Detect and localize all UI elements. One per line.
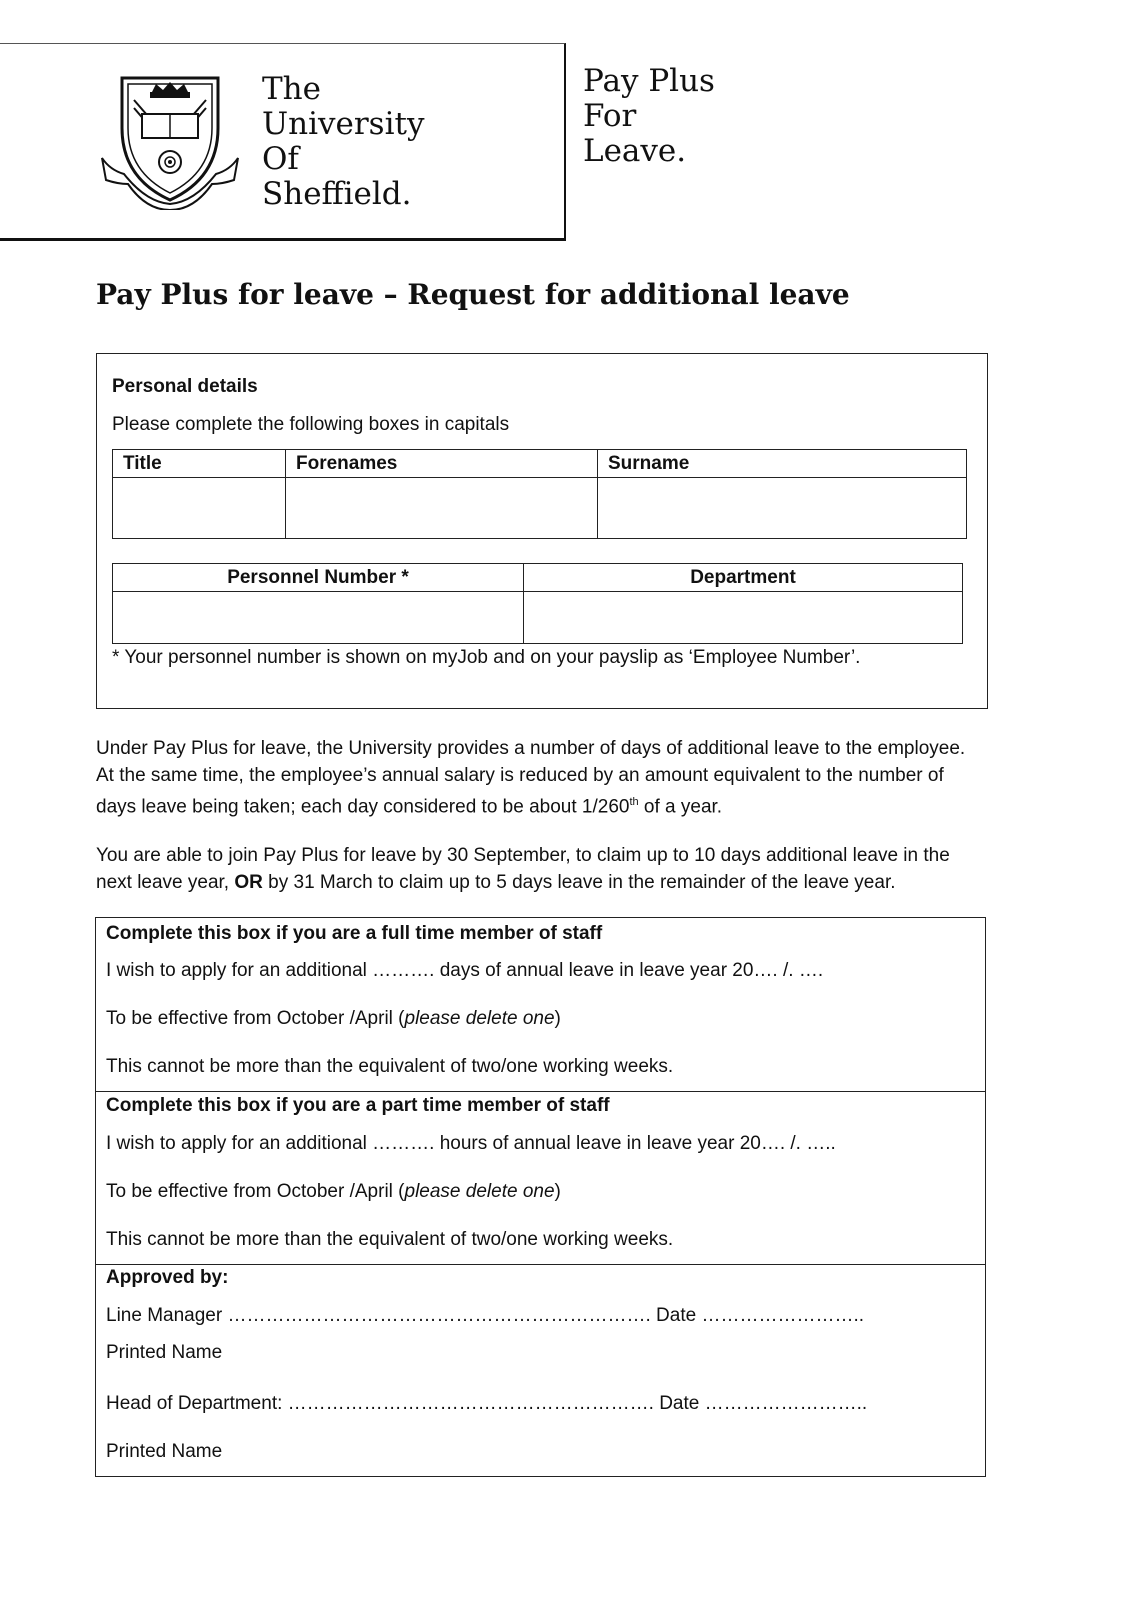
part-time-apply-line[interactable]: I wish to apply for an additional ………. hours of annual leave in leave year 20…. /. …..	[106, 1133, 836, 1154]
personnel-number-field[interactable]	[113, 592, 524, 644]
join-line: next leave year, OR by 31 March to claim up to 5 days leave in the remainder of the leave year.	[96, 872, 896, 893]
personal-details-section	[96, 353, 988, 709]
part-time-heading: Complete this box if you are a part time member of staff	[106, 1095, 610, 1116]
title-header: Title	[113, 450, 286, 478]
head-of-department-printed-name[interactable]: Printed Name	[106, 1441, 223, 1462]
university-name-line: The	[262, 71, 321, 107]
intro-paragraph	[96, 735, 965, 820]
surname-field[interactable]	[598, 478, 967, 539]
form-title: Pay Plus for leave – Request for additional leave	[96, 278, 850, 311]
full-time-apply-line[interactable]: I wish to apply for an additional ………. days of annual leave in leave year 20…. /. ….	[106, 960, 824, 981]
university-name	[262, 72, 424, 212]
name-table	[112, 449, 967, 539]
line-manager-printed-name[interactable]: Printed Name	[106, 1342, 223, 1363]
department-header: Department	[524, 564, 963, 592]
part-time-section	[96, 1092, 985, 1265]
university-name-line: Of	[262, 141, 299, 177]
intro-line: days leave being taken; each day considered to be about 1/260th of a year.	[96, 796, 723, 818]
full-time-section	[96, 918, 985, 1092]
full-time-limit-note: This cannot be more than the equivalent of two/one working weeks.	[106, 1056, 674, 1077]
intro-line: Under Pay Plus for leave, the University provides a number of days of additional leave to the employee.	[96, 738, 966, 759]
personnel-number-header: Personnel Number *	[113, 564, 524, 592]
program-title-line: Pay Plus	[583, 63, 715, 99]
university-name-line: University	[262, 106, 425, 142]
approval-section	[96, 1265, 985, 1476]
approval-heading: Approved by:	[106, 1267, 229, 1288]
title-field[interactable]	[113, 478, 286, 539]
full-time-effective-line[interactable]: To be effective from October /April (please delete one)	[106, 1008, 561, 1029]
part-time-effective-line[interactable]: To be effective from October /April (please delete one)	[106, 1181, 561, 1202]
employment-table	[112, 563, 963, 644]
line-manager-signature-line[interactable]: Line Manager …………………………………………………………. Date ……………………..	[106, 1305, 864, 1326]
program-title-line: For	[583, 98, 637, 134]
university-name-line: Sheffield.	[262, 176, 412, 212]
program-title-line: Leave.	[583, 133, 687, 169]
program-title	[583, 64, 715, 169]
surname-header: Surname	[598, 450, 967, 478]
head-of-department-signature-line[interactable]: Head of Department: …………………………………………………. Date ……………………..	[106, 1393, 868, 1414]
intro-line: At the same time, the employee’s annual salary is reduced by an amount equivalent to the number of	[96, 765, 944, 786]
join-line: You are able to join Pay Plus for leave by 30 September, to claim up to 10 days additional leave in the	[96, 845, 950, 866]
personnel-number-note: * Your personnel number is shown on myJob and on your payslip as ‘Employee Number’.	[112, 647, 861, 668]
full-time-heading: Complete this box if you are a full time member of staff	[106, 923, 603, 944]
personal-details-instruction: Please complete the following boxes in capitals	[112, 414, 510, 435]
forenames-field[interactable]	[286, 478, 598, 539]
personal-details-heading: Personal details	[112, 376, 258, 397]
join-paragraph	[96, 842, 950, 896]
application-box	[95, 917, 986, 1477]
part-time-limit-note: This cannot be more than the equivalent of two/one working weeks.	[106, 1229, 674, 1250]
university-crest-icon	[100, 70, 240, 210]
forenames-header: Forenames	[286, 450, 598, 478]
department-field[interactable]	[524, 592, 963, 644]
